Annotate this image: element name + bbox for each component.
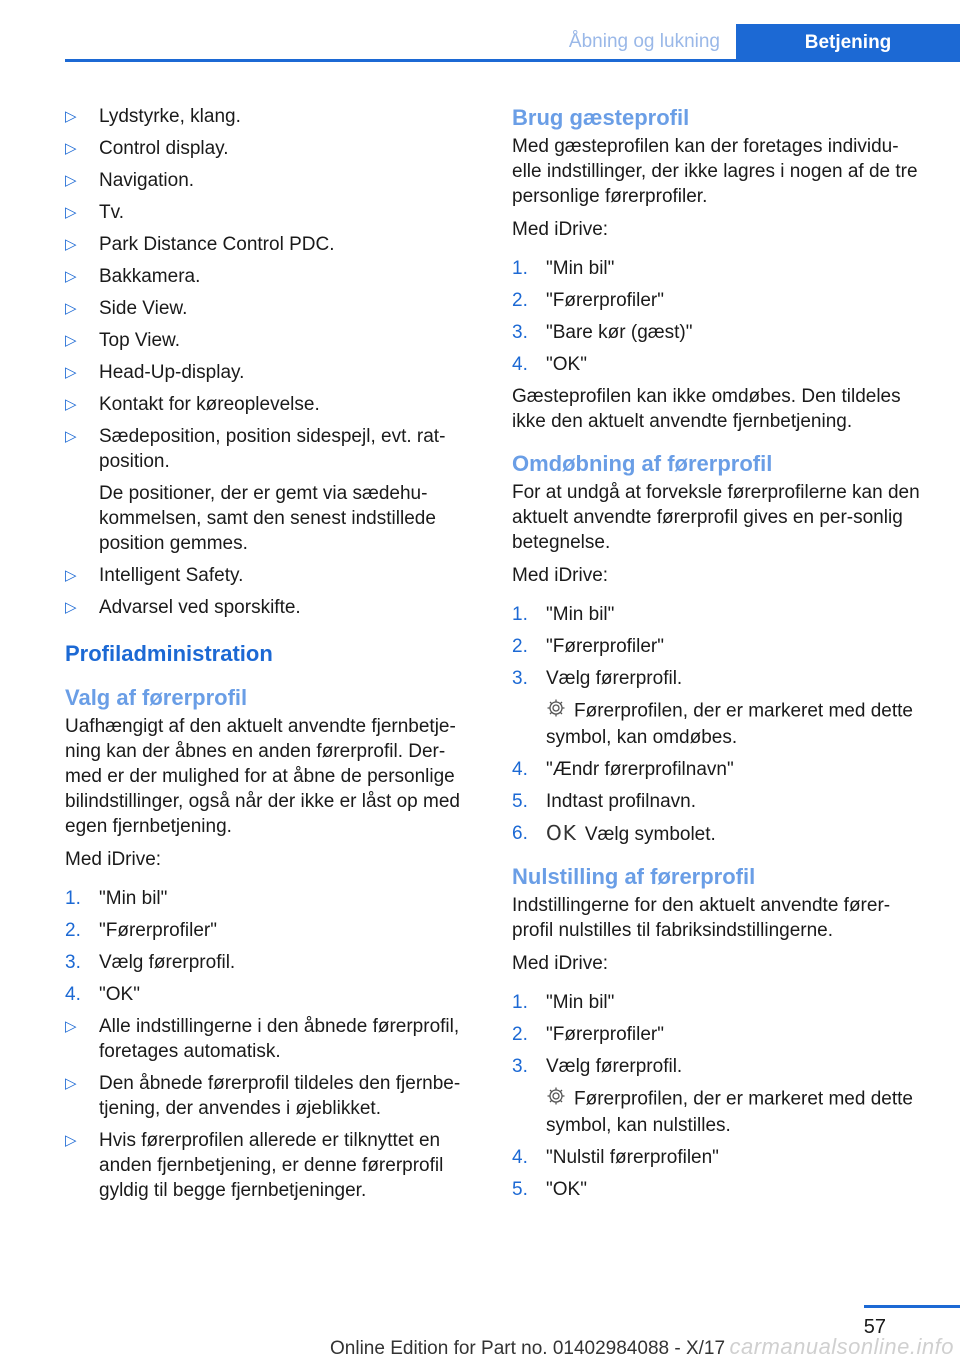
page-header: [0, 0, 960, 62]
list-item: ▷ Kontakt for køreoplevelse.: [65, 394, 320, 415]
list-item: ▷ Alle indstillingerne i den åbnede førerprofil, foretages automatisk.: [65, 1016, 460, 1062]
triangle-right-icon: ▷: [65, 236, 77, 253]
idrive-label: Med iDrive:: [512, 953, 609, 974]
step-item: 2. "Førerprofiler": [512, 290, 664, 311]
triangle-right-icon: ▷: [65, 1132, 77, 1149]
reset-profile-intro: Indstillingerne for den aktuelt anvendte fører‐profil nulstilles til fabriksindstillingerne.: [512, 895, 891, 941]
reset-note: Førerprofilen, der er markeret med dette symbol, kan nulstilles.: [546, 1086, 922, 1138]
list-item: ▷ Park Distance Control PDC.: [65, 234, 335, 255]
section-tab: Betjening: [736, 24, 960, 60]
step-item: 5. "OK": [512, 1179, 587, 1200]
step-item: 4. "Nulstil førerprofilen": [512, 1147, 719, 1168]
step-item: 1. "Min bil": [65, 888, 168, 909]
step-item: 2. "Førerprofiler": [65, 920, 217, 941]
list-item: ▷ Intelligent Safety.: [65, 565, 244, 586]
idrive-label: Med iDrive:: [512, 565, 609, 586]
triangle-right-icon: ▷: [65, 364, 77, 381]
triangle-right-icon: ▷: [65, 1018, 77, 1035]
list-item: ▷ Den åbnede førerprofil tildeles den fjernbe‐tjening, der anvendes i øjeblikket.: [65, 1073, 461, 1119]
triangle-right-icon: ▷: [65, 108, 77, 125]
reset-steps: [512, 990, 922, 1202]
select-steps: [65, 886, 480, 1007]
header-rule: [65, 59, 960, 62]
settings-list: [65, 104, 480, 620]
footer-rule: [864, 1305, 960, 1308]
step-item: 4. "OK": [65, 984, 140, 1005]
step-item: 3. Vælg førerprofil. Førerprofilen, der er markeret med dette symbol, kan omdøbes.: [512, 666, 922, 750]
seat-memory-note: De positioner, der er gemt via sædehu‐kommelsen, samt den senest indstillede position gemmes.: [99, 483, 436, 554]
list-item: ▷ Head-Up-display.: [65, 362, 245, 383]
list-item: ▷ Tv.: [65, 202, 124, 223]
step-item: 5. Indtast profilnavn.: [512, 791, 696, 812]
guest-profile-intro: Med gæsteprofilen kan der foretages individu‐elle indstillinger, der ikke lagres i nogen af de tre personlige førerprofiler.: [512, 136, 918, 207]
step-item: 3. Vælg førerprofil.: [65, 952, 236, 973]
watermark: carmanualsonline.info: [729, 1334, 954, 1359]
list-item: ▷ Advarsel ved sporskifte.: [65, 597, 301, 618]
step-item: 2. "Førerprofiler": [512, 1024, 664, 1045]
list-item: ▷ Navigation.: [65, 170, 195, 191]
list-item: ▷ Sædeposition, position sidespejl, evt. rat‐position. De positioner, der er gemt via sædehu‐kommelsen, samt den senest indstillede position gemmes.: [65, 424, 480, 556]
triangle-right-icon: ▷: [65, 204, 77, 221]
triangle-right-icon: ▷: [65, 172, 77, 189]
select-notes-list: [65, 1014, 480, 1203]
step-item: 3. Vælg førerprofil. Førerprofilen, der er markeret med dette symbol, kan nulstilles.: [512, 1054, 922, 1138]
step-item: 1. "Min bil": [512, 992, 615, 1013]
list-item: ▷ Hvis førerprofilen allerede er tilknyttet en anden fjernbetjening, er denne førerprofil gyldig til begge fjernbetjeninger.: [65, 1130, 444, 1201]
gear-icon: [546, 698, 568, 725]
list-item: ▷ Control display.: [65, 138, 229, 159]
triangle-right-icon: ▷: [65, 428, 77, 445]
step-item: 1. "Min bil": [512, 604, 615, 625]
step-item: 4. "Ændr førerprofilnavn": [512, 759, 734, 780]
select-profile-heading: Valg af førerprofil: [65, 685, 248, 710]
triangle-right-icon: ▷: [65, 332, 77, 349]
step-item: 2. "Førerprofiler": [512, 636, 664, 657]
guest-steps: [512, 256, 922, 377]
triangle-right-icon: ▷: [65, 567, 77, 584]
list-item: ▷ Bakkamera.: [65, 266, 201, 287]
triangle-right-icon: ▷: [65, 599, 77, 616]
idrive-label: Med iDrive:: [512, 219, 609, 240]
triangle-right-icon: ▷: [65, 1075, 77, 1092]
triangle-right-icon: ▷: [65, 268, 77, 285]
step-item: 1. "Min bil": [512, 258, 615, 279]
page-number: 57: [863, 1316, 886, 1338]
step-item: 4. "OK": [512, 354, 587, 375]
triangle-right-icon: ▷: [65, 396, 77, 413]
left-column: [65, 104, 480, 1210]
rename-steps: [512, 602, 922, 847]
chapter-title: Åbning og lukning: [568, 31, 720, 52]
step-item: 6. OK Vælg symbolet.: [512, 821, 716, 845]
gear-icon: [546, 1086, 568, 1113]
rename-profile-intro: For at undgå at forveksle førerprofilerne kan den aktuelt anvendte førerprofil gives en per‐sonlig betegnelse.: [512, 482, 920, 553]
edition-note: Online Edition for Part no. 01402984088 - X/17: [330, 1338, 726, 1359]
idrive-label: Med iDrive:: [65, 849, 162, 870]
triangle-right-icon: ▷: [65, 300, 77, 317]
rename-profile-heading: Omdøbning af førerprofil: [512, 451, 773, 476]
list-item: ▷ Side View.: [65, 298, 188, 319]
triangle-right-icon: ▷: [65, 140, 77, 157]
ok-symbol-icon: OK: [546, 821, 577, 845]
right-column: [512, 104, 922, 1209]
step-item: 3. "Bare kør (gæst)": [512, 322, 693, 343]
profile-admin-heading: Profiladministration: [65, 641, 273, 666]
reset-profile-heading: Nulstilling af førerprofil: [512, 864, 756, 889]
rename-note: Førerprofilen, der er markeret med dette symbol, kan omdøbes.: [546, 698, 922, 750]
select-profile-intro: Uafhængigt af den aktuelt anvendte fjernbetje‐ning kan der åbnes en anden førerprofil. Der‐med er der mulighed for at åbne de personlige bilindstillinger, også når der ikke er låst op med egen fjernbetjening.: [65, 716, 460, 837]
list-item: ▷ Lydstyrke, klang.: [65, 106, 241, 127]
guest-profile-heading: Brug gæsteprofil: [512, 105, 690, 130]
guest-profile-note: Gæsteprofilen kan ikke omdøbes. Den tildeles ikke den aktuelt anvendte fjernbetjening.: [512, 386, 901, 432]
list-item: ▷ Top View.: [65, 330, 180, 351]
